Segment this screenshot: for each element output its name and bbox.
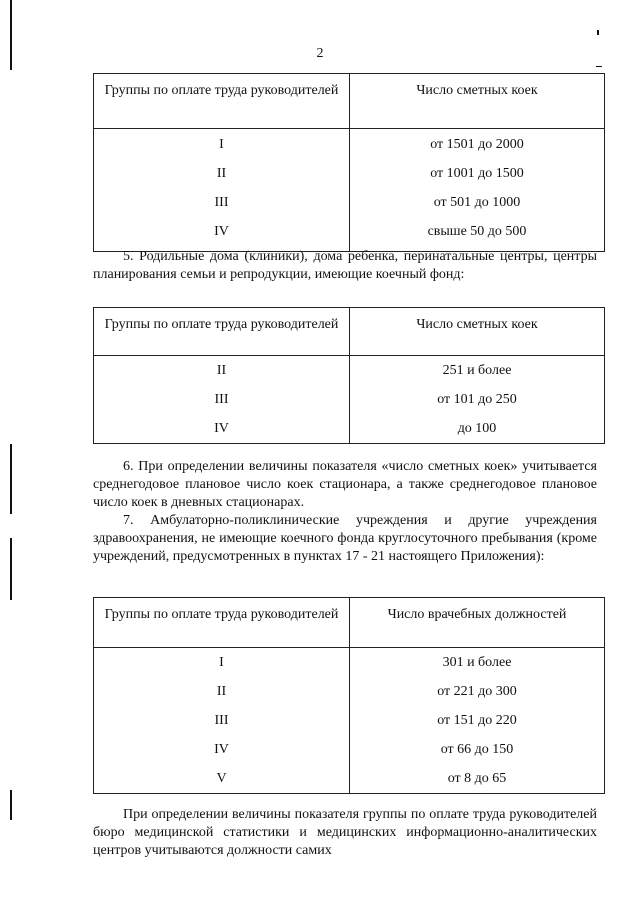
table-cell-value: свыше 50 до 500 bbox=[427, 224, 527, 239]
table-cell-group: I bbox=[219, 655, 224, 670]
paragraph-6: 6. При определении величины показателя «число сметных коек» учитывается среднегодовое плановое число коек стационара, а также среднегодовое плановое число коек в дневных стационарах. bbox=[93, 459, 597, 510]
table-header-groups: Группы по оплате труда руководителей bbox=[94, 598, 350, 648]
table-header-bed-count: Число сметных коек bbox=[350, 74, 605, 129]
table-cell-group: I bbox=[219, 137, 224, 152]
table-cell-value: от 101 до 250 bbox=[437, 392, 517, 407]
table-bed-count-2 bbox=[93, 307, 605, 444]
table-cell-group: II bbox=[216, 363, 227, 378]
table-cell-value: от 151 до 220 bbox=[437, 713, 517, 728]
table-cell-group: IV bbox=[214, 742, 229, 757]
scan-mark-left-1 bbox=[10, 0, 12, 70]
table-cell-group: III bbox=[214, 713, 229, 728]
scan-mark-left-4 bbox=[10, 790, 12, 820]
groups-column bbox=[94, 129, 350, 252]
table-physician-posts bbox=[93, 597, 605, 794]
values-column bbox=[350, 129, 605, 252]
table-cell-value: от 501 до 1000 bbox=[433, 195, 521, 210]
table-cell-value: 301 и более bbox=[442, 655, 512, 670]
table-cell-value: от 8 до 65 bbox=[447, 771, 507, 786]
values-column bbox=[350, 648, 605, 794]
groups-column bbox=[94, 356, 350, 444]
table-cell-group: IV bbox=[214, 224, 229, 239]
table-cell-value: от 66 до 150 bbox=[440, 742, 514, 757]
table-header-bed-count: Число сметных коек bbox=[350, 308, 605, 356]
page-number: 2 bbox=[316, 46, 324, 61]
table-cell-group: II bbox=[216, 166, 227, 181]
table-cell-group: III bbox=[214, 392, 229, 407]
table-header-groups: Группы по оплате труда руководителей bbox=[94, 308, 350, 356]
table-header-groups: Группы по оплате труда руководителей bbox=[94, 74, 350, 129]
scan-mark-top-right bbox=[597, 30, 599, 35]
table-cell-value: от 221 до 300 bbox=[437, 684, 517, 699]
table-cell-value: от 1501 до 2000 bbox=[430, 137, 524, 152]
table-cell-value: 251 и более bbox=[442, 363, 512, 378]
paragraph-last: При определении величины показателя группы по оплате труда руководителей бюро медицинской статистики и медицинских информационно-аналитических центров учитываются должности самих bbox=[93, 807, 597, 858]
table-header-physician-posts: Число врачебных должностей bbox=[350, 598, 605, 648]
values-column bbox=[350, 356, 605, 444]
paragraph-5: 5. Родильные дома (клиники), дома ребенка, перинатальные центры, центры планирования семьи и репродукции, имеющие коечный фонд: bbox=[93, 249, 597, 282]
table-cell-group: III bbox=[214, 195, 229, 210]
table-cell-group: V bbox=[216, 771, 227, 786]
table-cell-value: от 1001 до 1500 bbox=[430, 166, 524, 181]
scan-mark-right bbox=[596, 66, 602, 67]
table-cell-group: IV bbox=[214, 421, 229, 436]
scan-mark-left-3 bbox=[10, 538, 12, 600]
scan-mark-left-2 bbox=[10, 444, 12, 514]
groups-column bbox=[94, 648, 350, 794]
table-cell-group: II bbox=[216, 684, 227, 699]
table-cell-value: до 100 bbox=[457, 421, 497, 436]
paragraph-7: 7. Амбулаторно-поликлинические учреждения и другие учреждения здравоохранения, не имеющие коечного фонда круглосуточного пребывания (кроме учреждений, предусмотренных в пунктах 17 - 21 настоящего Приложения): bbox=[93, 513, 597, 564]
table-bed-count-1 bbox=[93, 73, 605, 252]
